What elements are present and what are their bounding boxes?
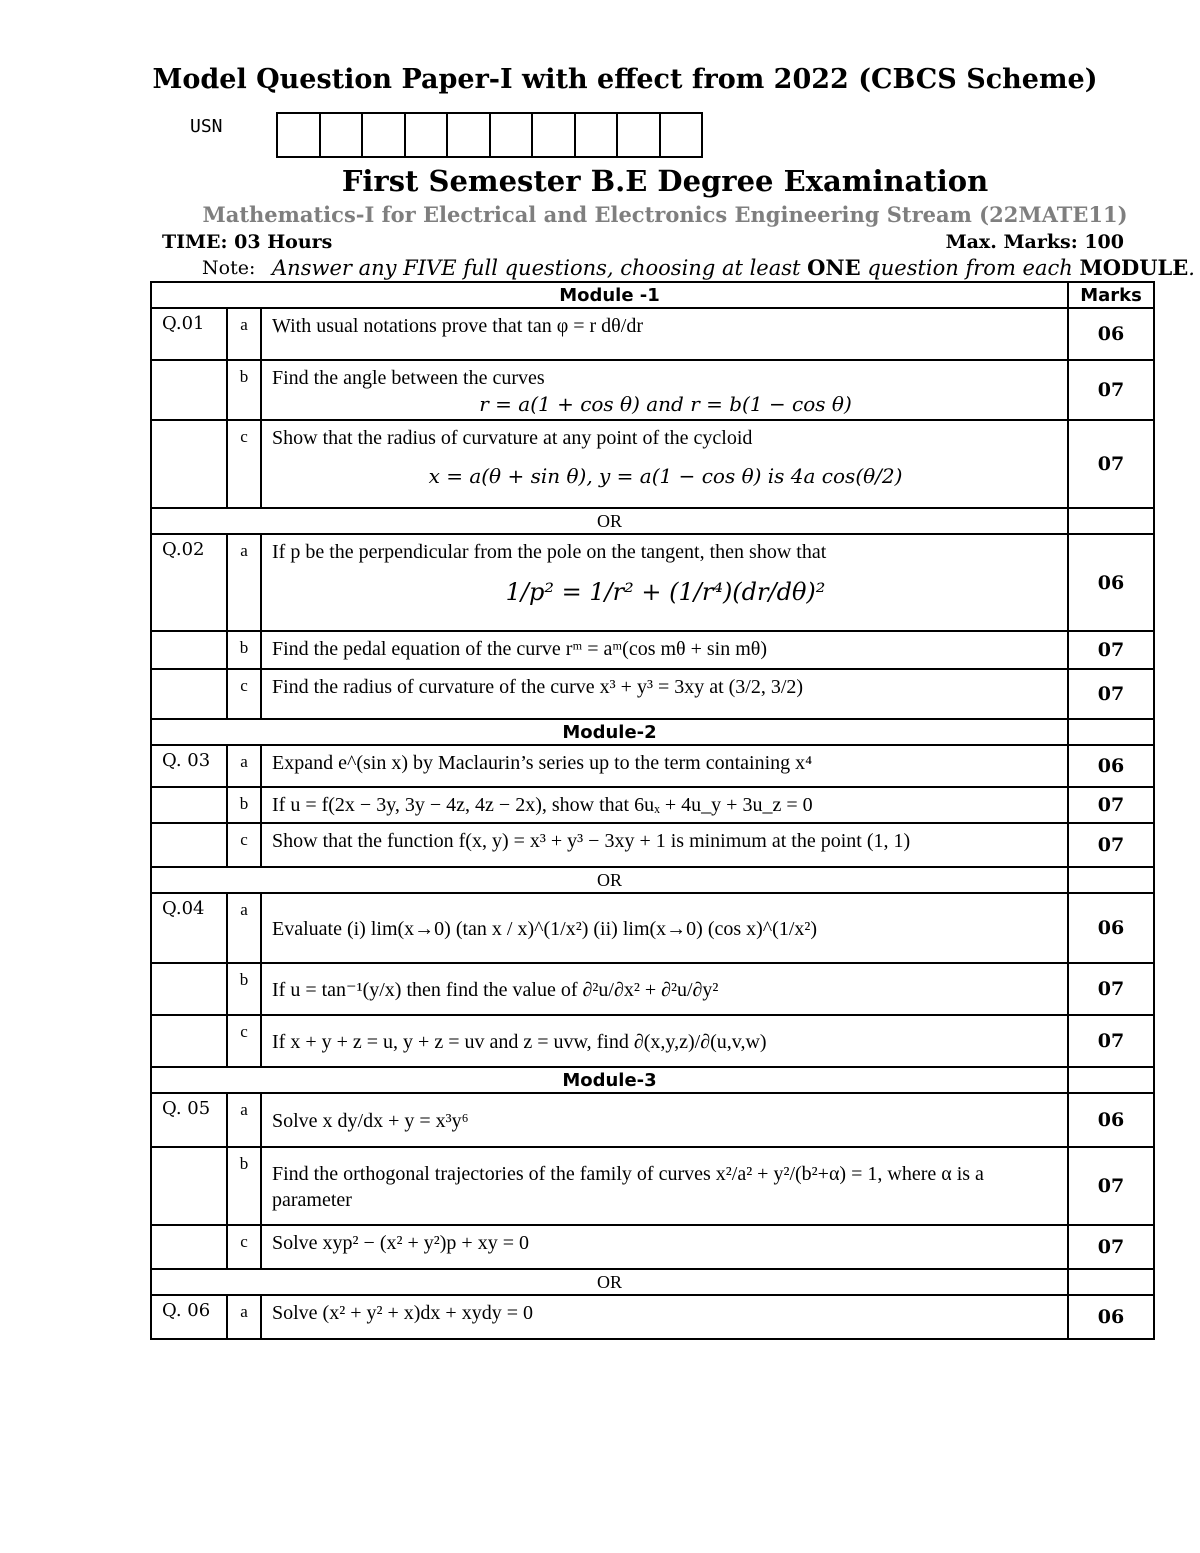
table-row: [151, 1147, 1154, 1225]
empty-cell: [1068, 867, 1154, 893]
empty-cell: [151, 787, 227, 823]
or-separator: OR: [151, 508, 1068, 534]
part-label: b: [227, 631, 261, 669]
marks-cell: 07: [1068, 1147, 1154, 1225]
part-label: a: [227, 893, 261, 963]
usn-box: [321, 114, 364, 156]
note-part: .: [1188, 256, 1195, 280]
question-table: [150, 281, 1155, 1340]
part-label: c: [227, 420, 261, 508]
note-text: [272, 255, 1195, 280]
module-heading: Module-2: [151, 719, 1068, 745]
module-header-row: [151, 719, 1154, 745]
marks-cell: 06: [1068, 1295, 1154, 1339]
question-number: Q. 06: [151, 1295, 227, 1339]
marks-cell: 06: [1068, 1093, 1154, 1147]
question-text: Expand e^(sin x) by Maclaurin’s series up to the term containing x⁴: [261, 745, 1068, 787]
question-number: Q.02: [151, 534, 227, 631]
question-line: Find the angle between the curves: [272, 367, 545, 389]
usn-label: USN: [190, 116, 223, 137]
table-row: [151, 823, 1154, 867]
marks-cell: 07: [1068, 963, 1154, 1015]
math-line: r = a(1 + cos θ) and r = b(1 − cos θ): [479, 392, 852, 416]
question-text: Find the pedal equation of the curve rᵐ = aᵐ(cos mθ + sin mθ): [261, 631, 1068, 669]
marks-cell: 07: [1068, 1015, 1154, 1067]
table-row: [151, 1295, 1154, 1339]
marks-cell: 07: [1068, 420, 1154, 508]
empty-cell: [151, 1015, 227, 1067]
empty-cell: [1068, 719, 1154, 745]
table-row: [151, 963, 1154, 1015]
part-label: b: [227, 963, 261, 1015]
table-row: [151, 1015, 1154, 1067]
empty-cell: [151, 669, 227, 719]
usn-boxes: [276, 112, 703, 158]
empty-cell: [151, 420, 227, 508]
table-row: [151, 745, 1154, 787]
part-label: b: [227, 1147, 261, 1225]
question-text: With usual notations prove that tan φ = r dθ/dr: [261, 308, 1068, 360]
or-separator: OR: [151, 867, 1068, 893]
part-label: c: [227, 669, 261, 719]
marks-header: Marks: [1068, 282, 1154, 308]
marks-cell: 06: [1068, 745, 1154, 787]
table-row: [151, 787, 1154, 823]
part-label: c: [227, 1015, 261, 1067]
question-number: Q. 05: [151, 1093, 227, 1147]
note-part: ONE: [807, 255, 861, 280]
part-label: c: [227, 1225, 261, 1269]
marks-cell: 06: [1068, 534, 1154, 631]
usn-box: [278, 114, 321, 156]
note-part: MODULE: [1079, 255, 1189, 280]
usn-box: [491, 114, 534, 156]
empty-cell: [151, 360, 227, 420]
marks-cell: 07: [1068, 669, 1154, 719]
question-text: Solve (x² + y² + x)dx + xydy = 0: [261, 1295, 1068, 1339]
table-row: [151, 308, 1154, 360]
usn-box: [448, 114, 491, 156]
table-row: [151, 1093, 1154, 1147]
marks-cell: 07: [1068, 631, 1154, 669]
part-label: a: [227, 534, 261, 631]
module-header-row: [151, 282, 1154, 308]
max-marks-label: Max. Marks: 100: [945, 231, 1124, 253]
empty-cell: [151, 631, 227, 669]
exam-title: First Semester B.E Degree Examination: [341, 164, 989, 198]
usn-box: [661, 114, 704, 156]
empty-cell: [151, 1147, 227, 1225]
question-number: Q.01: [151, 308, 227, 360]
module-header-row: [151, 1067, 1154, 1093]
or-row: [151, 1269, 1154, 1295]
or-row: [151, 508, 1154, 534]
question-number: Q. 03: [151, 745, 227, 787]
part-label: a: [227, 308, 261, 360]
question-text: Solve xyp² − (x² + y²)p + xy = 0: [261, 1225, 1068, 1269]
table-row: [151, 631, 1154, 669]
usn-box: [533, 114, 576, 156]
table-row: [151, 534, 1154, 631]
question-text: [261, 360, 1068, 420]
or-separator: OR: [151, 1269, 1068, 1295]
question-text: Find the radius of curvature of the curve x³ + y³ = 3xy at (3/2, 3/2): [261, 669, 1068, 719]
marks-cell: 07: [1068, 787, 1154, 823]
paper-title: Model Question Paper-I with effect from 2022 (CBCS Scheme): [152, 64, 1098, 95]
question-line: If p be the perpendicular from the pole on the tangent, then show that: [272, 541, 827, 563]
part-label: b: [227, 360, 261, 420]
usn-box: [363, 114, 406, 156]
marks-cell: 06: [1068, 308, 1154, 360]
math-line: 1/p² = 1/r² + (1/r⁴)(dr/dθ)²: [505, 578, 826, 606]
empty-cell: [151, 823, 227, 867]
note-part: Answer any FIVE full questions, choosing at least: [272, 256, 808, 280]
part-label: c: [227, 823, 261, 867]
question-text: Show that the function f(x, y) = x³ + y³ − 3xy + 1 is minimum at the point (1, 1): [261, 823, 1068, 867]
question-number: Q.04: [151, 893, 227, 963]
table-row: [151, 1225, 1154, 1269]
module-heading: Module-3: [151, 1067, 1068, 1093]
question-text: If u = tan⁻¹(y/x) then find the value of ∂²u/∂x² + ∂²u/∂y²: [261, 963, 1068, 1015]
table-row: [151, 420, 1154, 508]
usn-box: [406, 114, 449, 156]
question-text: Evaluate (i) lim(x→0) (tan x / x)^(1/x²) (ii) lim(x→0) (cos x)^(1/x²): [261, 893, 1068, 963]
part-label: a: [227, 1295, 261, 1339]
marks-cell: 07: [1068, 1225, 1154, 1269]
empty-cell: [1068, 1067, 1154, 1093]
usn-box: [618, 114, 661, 156]
question-line: Show that the radius of curvature at any point of the cycloid: [272, 427, 753, 449]
question-text: If x + y + z = u, y + z = uv and z = uvw, find ∂(x,y,z)/∂(u,v,w): [261, 1015, 1068, 1067]
marks-cell: 07: [1068, 823, 1154, 867]
table-row: [151, 360, 1154, 420]
part-label: a: [227, 1093, 261, 1147]
question-text: Solve x dy/dx + y = x³y⁶: [261, 1093, 1068, 1147]
table-row: [151, 669, 1154, 719]
marks-cell: 07: [1068, 360, 1154, 420]
empty-cell: [151, 963, 227, 1015]
question-text: [261, 534, 1068, 631]
empty-cell: [1068, 508, 1154, 534]
marks-cell: 06: [1068, 893, 1154, 963]
usn-box: [576, 114, 619, 156]
table-row: [151, 893, 1154, 963]
part-label: b: [227, 787, 261, 823]
time-label: TIME: 03 Hours: [162, 231, 333, 253]
or-row: [151, 867, 1154, 893]
module-heading: Module -1: [151, 282, 1068, 308]
empty-cell: [151, 1225, 227, 1269]
note-part: question from each: [860, 256, 1080, 280]
question-text: [261, 420, 1068, 508]
math-line: x = a(θ + sin θ), y = a(1 − cos θ) is 4a cos(θ/2): [428, 464, 903, 488]
question-text: Find the orthogonal trajectories of the family of curves x²/a² + y²/(b²+α) = 1, where α is a parameter: [261, 1147, 1068, 1225]
part-label: a: [227, 745, 261, 787]
question-text: If u = f(2x − 3y, 3y − 4z, 4z − 2x), show that 6uₓ + 4u_y + 3u_z = 0: [261, 787, 1068, 823]
empty-cell: [1068, 1269, 1154, 1295]
subject-title: Mathematics-I for Electrical and Electronics Engineering Stream (22MATE11): [202, 202, 1128, 227]
note-label: Note:: [202, 257, 256, 279]
